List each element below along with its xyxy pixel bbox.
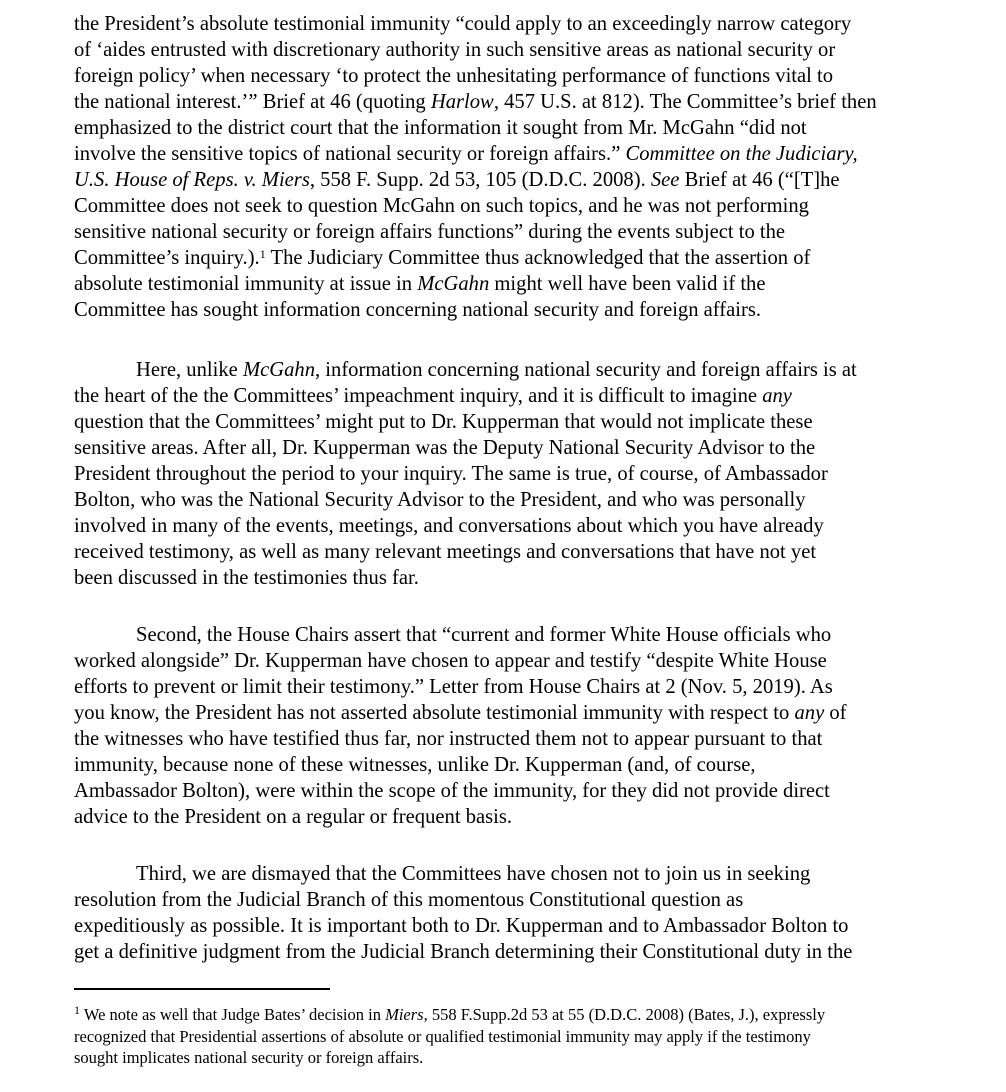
text-segment: Ambassador Bolton), were within the scope of the immunity, for they did not provide direct	[74, 780, 830, 802]
text-segment: , information concerning national security and foreign affairs is at	[315, 359, 857, 381]
text-line	[74, 804, 847, 830]
text-line	[74, 887, 852, 913]
text-segment: emphasized to the district court that the information it sought from Mr. McGahn “did not	[74, 117, 807, 139]
text-line	[74, 37, 877, 63]
text-segment: resolution from the Judicial Branch of this momentous Constitutional question as	[74, 889, 744, 911]
text-line	[74, 89, 877, 115]
text-segment: received testimony, as well as many relevant meetings and conversations that have not yet	[74, 541, 817, 563]
text-line	[74, 861, 852, 887]
paragraph	[74, 11, 877, 323]
italic-text: McGahn	[417, 273, 490, 295]
text-segment: sensitive national security or foreign affairs functions” during the events subject to the	[74, 221, 786, 243]
text-segment: might well have been valid if the	[489, 273, 766, 295]
text-line	[74, 115, 877, 141]
text-line	[74, 700, 847, 726]
text-segment: question that the Committees’ might put to Dr. Kupperman that would not implicate these	[74, 411, 813, 433]
text-segment: , 558 F. Supp. 2d 53, 105 (D.D.C. 2008).	[309, 169, 651, 191]
text-segment: advice to the President on a regular or frequent basis.	[74, 806, 513, 828]
text-line	[74, 167, 877, 193]
text-segment: Second, the House Chairs assert that “current and former White House officials who	[136, 624, 832, 646]
text-segment: sensitive areas. After all, Dr. Kupperman was the Deputy National Security Advisor to the	[74, 437, 816, 459]
text-segment: involved in many of the events, meetings, and conversations about which you have already	[74, 515, 824, 537]
italic-text: McGahn	[242, 359, 315, 381]
text-line	[74, 245, 877, 271]
italic-text: See	[650, 169, 680, 191]
text-segment: Committee does not seek to question McGahn on such topics, and he was not performing	[74, 195, 809, 217]
text-segment: We note as well that Judge Bates’ decision in	[80, 1005, 386, 1024]
italic-text: any	[794, 702, 825, 724]
text-segment: recognized that Presidential assertions of absolute or qualified testimonial immunity may apply if the testimony	[74, 1026, 811, 1046]
text-segment: get a definitive judgment from the Judicial Branch determining their Constitutional duty in the	[74, 941, 853, 963]
text-segment: , 457 U.S. at 812). The Committee’s brief then	[493, 91, 877, 113]
paragraph	[74, 357, 857, 591]
text-line	[74, 1047, 825, 1069]
text-line	[74, 297, 877, 323]
italic-text: Harlow	[430, 91, 494, 113]
text-line	[74, 63, 877, 89]
text-line	[74, 487, 857, 513]
text-segment: Brief at 46 (“[T]he	[679, 169, 840, 191]
text-line	[74, 383, 857, 409]
text-line	[74, 219, 877, 245]
text-line	[74, 622, 847, 648]
text-line	[74, 193, 877, 219]
text-segment: the President’s absolute testimonial immunity “could apply to an exceedingly narrow category	[74, 13, 852, 35]
italic-text: any	[762, 385, 792, 407]
text-segment: Committee’s inquiry.).	[74, 247, 260, 269]
italic-text: Miers	[385, 1005, 424, 1024]
text-line	[74, 778, 847, 804]
text-segment: of ‘aides entrusted with discretionary authority in such sensitive areas as national security or	[74, 39, 836, 61]
text-segment: Here, unlike	[136, 359, 243, 381]
text-segment: Bolton, who was the National Security Advisor to the President, and who was personally	[74, 489, 806, 511]
paragraph	[74, 622, 847, 830]
text-line	[74, 435, 857, 461]
footnote-marker: 1	[259, 247, 266, 261]
text-line	[74, 409, 857, 435]
paragraph	[74, 861, 852, 965]
text-segment: Third, we are dismayed that the Committees have chosen not to join us in seeking	[136, 863, 811, 885]
text-segment: of	[824, 702, 847, 724]
text-segment: absolute testimonial immunity at issue in	[74, 273, 418, 295]
footnote-marker: 1	[74, 1003, 80, 1017]
text-line	[74, 513, 857, 539]
text-segment: Committee has sought information concerning national security and foreign affairs.	[74, 299, 762, 321]
text-segment: sought implicates national security or foreign affairs.	[74, 1048, 424, 1067]
text-segment: The Judiciary Committee thus acknowledged that the assertion of	[265, 247, 811, 269]
italic-text: Committee on the Judiciary,	[625, 143, 858, 165]
italic-text: U.S. House of Reps. v. Miers	[74, 169, 310, 191]
text-segment: foreign policy’ when necessary ‘to protect the unhesitating performance of functions vital to	[74, 65, 834, 87]
text-segment: worked alongside” Dr. Kupperman have chosen to appear and testify “despite White House	[74, 650, 827, 672]
text-line	[74, 539, 857, 565]
text-segment: the witnesses who have testified thus far, nor instructed them not to appear pursuant to that	[74, 728, 823, 750]
text-segment: the heart of the the Committees’ impeachment inquiry, and it is difficult to imagine	[74, 385, 763, 407]
footnote-separator	[74, 988, 330, 990]
text-line	[74, 648, 847, 674]
text-segment: been discussed in the testimonies thus far.	[74, 567, 419, 589]
text-segment: expeditiously as possible. It is important both to Dr. Kupperman and to Ambassador Bolton to	[74, 915, 849, 937]
text-line	[74, 461, 857, 487]
text-segment: efforts to prevent or limit their testimony.” Letter from House Chairs at 2 (Nov. 5, 2019). As	[74, 676, 833, 698]
text-line	[74, 11, 877, 37]
text-segment: immunity, because none of these witnesses, unlike Dr. Kupperman (and, of course,	[74, 754, 756, 776]
text-line	[74, 565, 857, 591]
text-segment: involve the sensitive topics of national security or foreign affairs.”	[74, 143, 626, 165]
text-line	[74, 913, 852, 939]
text-segment: the national interest.’” Brief at 46 (quoting	[74, 91, 431, 113]
text-segment: you know, the President has not asserted absolute testimonial immunity with respect to	[74, 702, 795, 724]
text-line	[74, 752, 847, 778]
text-segment: President throughout the period to your inquiry. The same is true, of course, of Ambassador	[74, 463, 828, 485]
text-line	[74, 939, 852, 965]
text-line	[74, 357, 857, 383]
text-line	[74, 271, 877, 297]
text-line	[74, 1004, 825, 1026]
text-line	[74, 726, 847, 752]
footnote	[74, 1004, 825, 1069]
text-segment: , 558 F.Supp.2d 53 at 55 (D.D.C. 2008) (Bates, J.), expressly	[423, 1005, 826, 1024]
text-line	[74, 141, 877, 167]
text-line	[74, 1026, 825, 1048]
text-line	[74, 674, 847, 700]
